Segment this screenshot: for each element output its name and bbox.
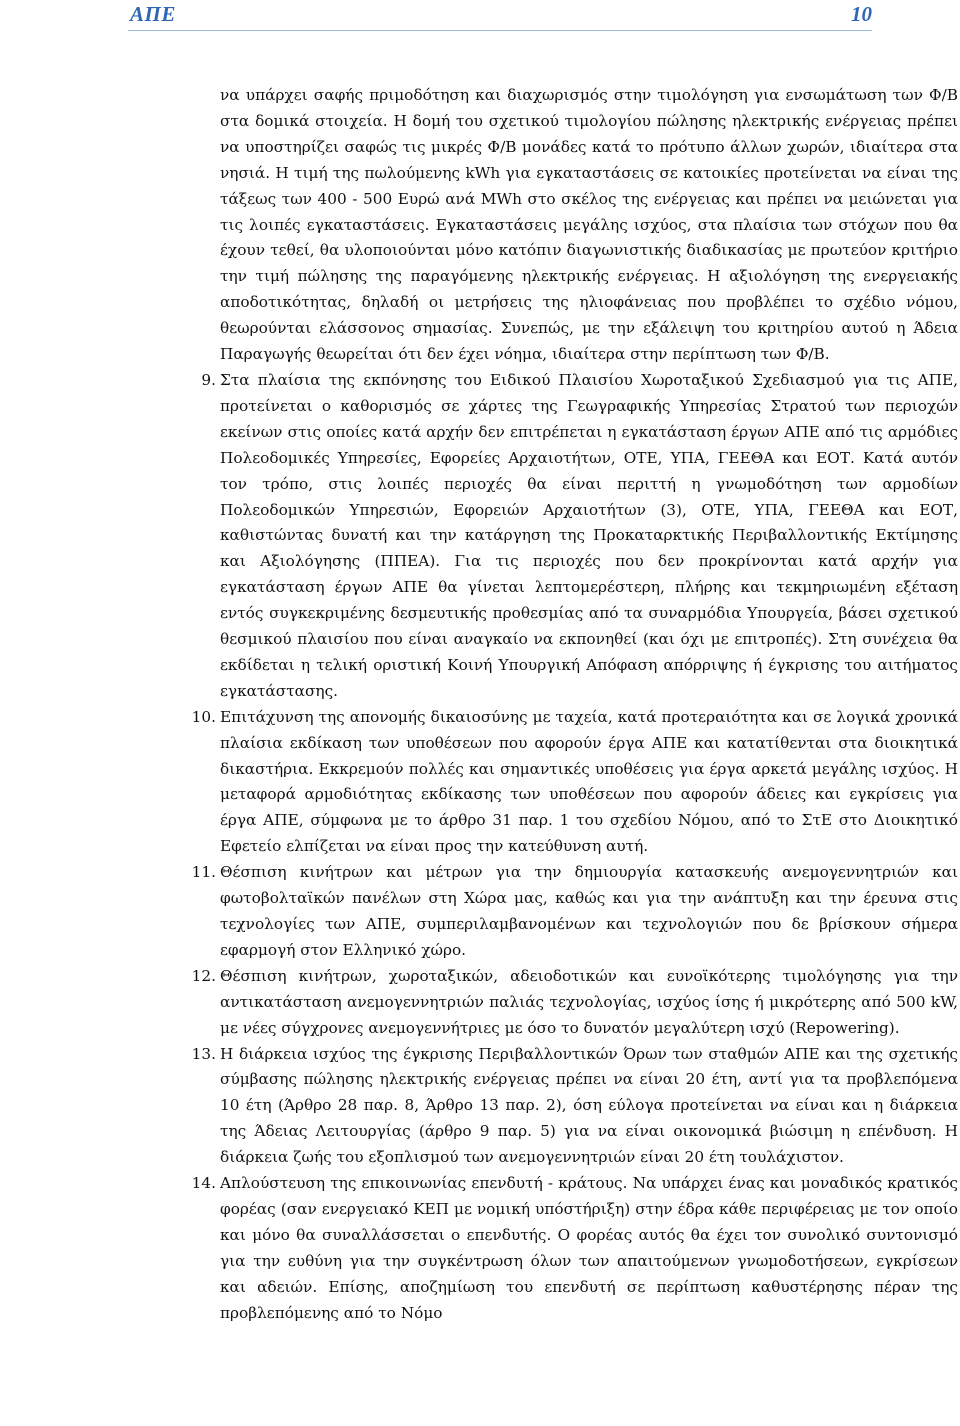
intro-paragraph: να υπάρχει σαφής πριμοδότηση και διαχωρισμός στην τιμολόγηση για ενσωμάτωση των Φ/Β στα δομικά στοιχεία. Η δομή του σχετικού τιμολογίου πώλησης ηλεκτρικής ενέργειας πρέπει να υποστηρίζει σαφώς τις μικρές Φ/Β μονάδες κατά το πρότυπο άλλων χωρών, ιδιαίτερα στα νησιά. Η τιμή της πωλούμενης kWh για εγκαταστάσεις σε κατοικίες προτείνεται να είναι της τάξεως των 400 - 500 Ευρώ ανά MWh στο σκέλος της ενέργειας και πρέπει να μειώνεται για τις λοιπές εγκαταστάσεις. Εγκαταστάσεις μεγάλης ισχύος, στα πλαίσια των στόχων που θα έχουν τεθεί, θα υλοποιούνται μόνο κατόπιν διαγωνιστικής διαδικασίας με πρωτεύον κριτήριο την τιμή πώλησης της παραγόμενης ηλεκτρικής ενέργειας. Η αξιολόγηση της ενεργειακής αποδοτικότητας, δηλαδή οι μετρήσεις της ηλιοφάνειας που προβλέπει το σχέδιο νόμου, θεωρούνται ελάσσονος σημασίας. Συνεπώς, με την εξάλειψη του κριτηρίου αυτού η Άδεια Παραγωγής θεωρείται ότι δεν έχει νόημα, ιδιαίτερα στην περίπτωση των Φ/Β.	[220, 86, 958, 364]
page-number: 10	[851, 2, 872, 26]
list-item-text: Η διάρκεια ισχύος της έγκρισης Περιβαλλοντικών Όρων των σταθμών ΑΠΕ και της σχετικής σύμβασης πώλησης ηλεκτρικής ενέργειας πρέπει να είναι 20 έτη, αντί για τα προβλεπόμενα 10 έτη (Άρθρο 28 παρ. 8, Άρθρο 13 παρ. 2), όση εύλογα προτείνεται να είναι και η διάρκεια της Άδειας Λειτουργίας (άρθρο 9 παρ. 5) για να είναι οικονομικά βιώσιμη η επένδυση. Η διάρκεια ζωής του εξοπλισμού των ανεμογεννητριών είναι 20 έτη τουλάχιστον.	[220, 1044, 958, 1167]
list-item-number: 11.	[191, 863, 216, 882]
list-item	[191, 705, 958, 860]
page-header	[128, 0, 872, 31]
list-item	[191, 1171, 958, 1326]
list-item-text: Θέσπιση κινήτρων και μέτρων για την δημιουργία κατασκευής ανεμογεννητριών και φωτοβολταϊκών πανέλων στη Χώρα μας, καθώς και για την ανάπτυξη και την έρευνα στις τεχνολογίες των ΑΠΕ, συμπεριλαμβανομένων και τεχνολογιών που δε βρίσκουν σήμερα εφαρμογή στον Ελληνικό χώρο.	[220, 863, 958, 959]
list-item-number: 9.	[201, 370, 216, 389]
list-item-number: 12.	[191, 966, 216, 985]
header-title: ΑΠΕ	[130, 2, 176, 26]
list-item-text: Στα πλαίσια της εκπόνησης του Ειδικού Πλαισίου Χωροταξικού Σχεδιασμού για τις ΑΠΕ, προτείνεται ο καθορισμός σε χάρτες της Γεωγραφικής Υπηρεσίας Στρατού των περιοχών εκείνων στις οποίες κατά αρχήν δεν επιτρέπεται η εγκατάσταση έργων ΑΠΕ από τις αρμόδιες Πολεοδομικές Υπηρεσίες, Εφορείες Αρχαιοτήτων, ΟΤΕ, ΥΠΑ, ΓΕΕΘΑ και ΕΟΤ. Κατά αυτόν τον τρόπο, στις λοιπές περιοχές θα είναι περιττή η γνωμοδότηση των αρμοδίων Πολεοδομικών Υπηρεσιών, Εφορειών Αρχαιοτήτων (3), ΟΤΕ, ΥΠΑ, ΓΕΕΘΑ και ΕΟΤ, καθιστώντας δυνατή και την κατάργηση της Προκαταρκτικής Περιβαλλοντικής Εκτίμησης και Αξιολόγησης (ΠΠΕΑ). Για τις περιοχές που δεν προκρίνονται κατά αρχήν για εγκατάσταση έργων ΑΠΕ θα γίνεται λεπτομερέστερη, πλήρης και τεκμηριωμένη εξέταση εντός συγκεκριμένης δεσμευτικής προθεσμίας από τα συναρμόδια Υπουργεία, βάσει σχετικού θεσμικού πλαισίου που είναι αναγκαίο να εκπονηθεί (και όχι με επιτροπές). Στη συνέχεια θα εκδίδεται η τελική οριστική Κοινή Υπουργική Απόφαση απόρριψης ή έγκρισης του αιτήματος εγκατάστασης.	[220, 370, 958, 700]
list-item	[201, 368, 958, 705]
list-item	[191, 964, 958, 1042]
document-body	[191, 83, 958, 1327]
list-item	[191, 1042, 958, 1172]
list-item-text: Θέσπιση κινήτρων, χωροταξικών, αδειοδοτικών και ευνοϊκότερης τιμολόγησης για την αντικατάσταση ανεμογεννητριών παλιάς τεχνολογίας, ισχύος ίσης ή μικρότερης από 500 kW, με νέες σύγχρονες ανεμογεννήτριες με όσο το δυνατόν μεγαλύτερη ισχύ (Repowering).	[220, 966, 958, 1037]
list-item-number: 13.	[191, 1044, 216, 1063]
list-item-number: 10.	[191, 707, 216, 726]
list-item-number: 14.	[191, 1174, 216, 1193]
list-item	[191, 860, 958, 964]
list-item-text: Απλούστευση της επικοινωνίας επενδυτή - κράτους. Να υπάρχει ένας και μοναδικός κρατικός φορέας (σαν ενεργειακό ΚΕΠ με νομική υπόστήριξη) στην έδρα κάθε περιφέρειας με τον οποίο και μόνο θα συναλλάσσεται ο επενδυτής. Ο φορέας αυτός θα έχει τον συνολικό συντονισμό για την ευθύνη για την συγκέντρωση όλων των απαιτούμενων γνωμοδοτήσεων, εγκρίσεων και αδειών. Επίσης, αποζημίωση του επενδυτή σε περίπτωση καθυστέρησης πέραν της προβλεπόμενης από το Νόμο	[220, 1174, 958, 1322]
list-item-text: Επιτάχυνση της απονομής δικαιοσύνης με ταχεία, κατά προτεραιότητα και σε λογικά χρονικά πλαίσια εκδίκαση των υποθέσεων που αφορούν έργα ΑΠΕ και κατατίθενται στα διοικητικά δικαστήρια. Εκκρεμούν πολλές και σημαντικές υποθέσεις για έργα αρκετά μεγάλης ισχύος. Η μεταφορά αρμοδιότητας εκδίκασης των υποθέσεων που αφορούν άδειες και εγκρίσεις για έργα ΑΠΕ, σύμφωνα με το άρθρο 31 παρ. 1 του σχεδίου Νόμου, από το ΣτΕ στο Διοικητικό Εφετείο ελπίζεται να είναι προς την κατεύθυνση αυτή.	[220, 707, 958, 856]
